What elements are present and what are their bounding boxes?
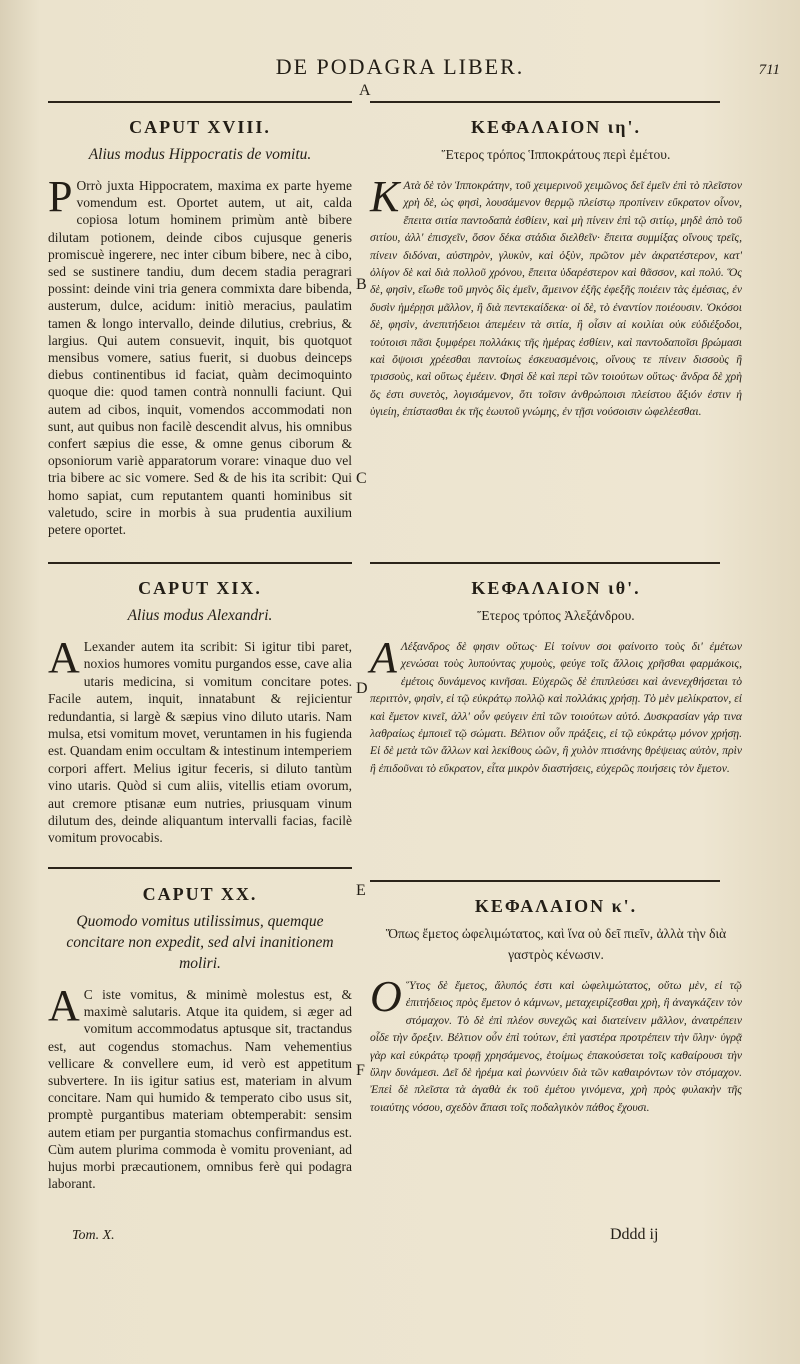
chapter-body: Λέξανδρος δὲ φησιν οὕτως· Εἰ τοίνυν σοι φαίνοιτο τοὺς δι' ἐμέτων χενώσαι τοὺς λυπούντας χυμοὺς, φεύγε τοῖς ἄλλοις χρῆσθαι φαρμάκοις, ἐμέτοις δυνάμενος κινῆσαι. Εὐχερῶς δὲ ἐπιπλεύσει καὶ ἀνενεχθήσεται τὸ περιττὸν, φησὶν, εἰ τῷ εὐκράτῳ πολλῷ καὶ πολλάκις χρήσῃ. Τὸ μὲν μελίκρατον, εἰ καὶ ἔμετον κινεῖ, ἀλλ' οὖν φεύγειν ἐπὶ τῶν τοιούτων αὐτό. Δυσκρασίαν γάρ τινα λαθραίως ἐμποιεῖ τῷ σώματι. Βέλτιον οὖν πράξεις, εἰ τῷ εὐκράτῳ μόνον χρήσῃ. Εἰ δὲ μετὰ τῶν ἄλλων καὶ λεκίθους ὠῶν, ἢ χυλὸν πτισάνης θρέψειας αὐτὸν, πρὶν ἢ ἐπιδοῦναι τὸ εὔκρατον, εἶτα μικρὸν διαστήσεις, εὐχερῶς ποιήσεις τὸν ἔμετον.: [370, 640, 742, 775]
margin-letter-b: B: [356, 276, 367, 293]
running-title: DE PODAGRA LIBER.: [275, 54, 525, 79]
rule-top-right: [370, 101, 720, 103]
volume-signature: Tom. X.: [72, 1228, 115, 1243]
chapter-text: [48, 633, 352, 847]
chapter-heading: ΚΕΦΑΛΑΙΟΝ ιθ'.: [471, 578, 641, 598]
margin-letter-c: C: [356, 470, 367, 487]
chapter-text: [48, 981, 352, 1192]
rule-left-2: [48, 562, 352, 564]
chapter-body: Ατὰ δὲ τὸν Ἱπποκράτην, τοῦ χειμερινοῦ χειμῶνος δεῖ ἐμεῖν ἐπὶ τὸ πλεῖστον χρὴ δὲ, ὡς φησὶ, λουσάμενον θερμῷ πλείστῳ προπίνειν εὔκρατον οἶνον, ἔπειτα σιτία παντοδαπὰ ἐσθίειν, καὶ μὴ πίνειν ἐπὶ τῷ σιτίῳ, μηδὲ ἀπὸ τοῦ σιτίου, ἀλλ' ἐπισχεῖν, ὅσον δέκα στάδια διελθεῖν· ἔπειτα συμμίξας οἴνους τρεῖς, πίνειν διδόναι, αὐστηρὸν, γλυκὺν, καὶ ὀξὺν, πρῶτον μὲν ἀκρατέστερον, κατ' ὀλίγον δὲ καὶ διὰ πολλοῦ χρόνου, ἔπειτα ὑδαρέστερον καὶ θᾶσσον, καὶ πολύ. Ὅς δὲ, φησὶν, εἴωθε τοῦ μηνὸς δὶς ἐμεῖν, ἄμεινον ἐξῆς ἐφεξῆς ποιέειν τὰς ἐμέσιας, ἐν δυσὶν ἡμέρῃσι μᾶλλον, ἢ διὰ πεντεκαίδεκα· οἱ δὲ, τὸ ἐναντίον ποιέουσιν. Ὁκόσοι δὲ, φησὶν, ἀνεπιτήδειοι ἀπεμέειν τὰ σιτία, ἢ οἷσιν αἱ κοιλίαι οὐκ εὐδιέξοδοι, τούτοισι πᾶσι ξυμφέρει πολλάκις τῆς ἡμέρας ἐσθίειν, καὶ παντοδαποῖσι βρώμασι καὶ ὄψοισι χρέεσθαι παντοίως ἐσκευασμένοις, οἴνους τε πίνειν δισσοὺς ἢ τρισσοὺς, καὶ οὕτως ἐμέειν. Φησὶ δὲ καὶ περὶ τῶν τοιούτων οὕτως· ἄνδρα δὲ χρὴ ὅς ἐστι συνετὸς, λογισάμενον, ὅτι τοῖσιν ἀνθρώποισι πλείστου ἄξιόν ἐστιν ἡ ὑγιείη, ἐπίστασθαι ἐκ τῆς ἑωυτοῦ γνώμης, ἐν τῇσι νούσοισιν ὠφελέεσθαι.: [370, 179, 742, 419]
chapter-text: [370, 633, 742, 777]
chapter-subtitle: Ἕτερος τρόπος Ἀλεξάνδρου.: [477, 608, 635, 623]
chapter-subtitle: Ὅπως ἔμετος ὠφελιμώτατος, καὶ ἵνα οὐ δεῖ πιεῖν, ἀλλὰ τὴν διὰ γαστρὸς κένωσιν.: [385, 926, 727, 962]
chapter-heading: ΚΕΦΑΛΑΙΟΝ ιη'.: [470, 117, 642, 137]
margin-letter-f: F: [356, 1062, 365, 1079]
drop-cap: Ο: [370, 972, 402, 1021]
chapter-subtitle: Ἕτερος τρόπος Ἱπποκράτους περὶ ἐμέτου.: [441, 147, 671, 162]
greek-chapter-19: [370, 578, 742, 777]
greek-chapter-20: [370, 896, 742, 1116]
latin-chapter-20: [48, 884, 352, 1192]
chapter-body: C iste vomitus, & minimè molestus est, & maximè salutaris. Atque ita quidem, si æger ad vomitum accommodatus aptusque sit, tractandus est, aut cogendus stomachus. Nam vehementius vellicare & convellere eum, id verò est appetitum subvertere. In iis igitur satius est, materiam in alvum concitare. Nam qui humido & temperato cibo usus sit, promptè purgantibus materiam obtemperabit: sensim autem etiam per purgantia stomachus confirmandus est. Cùm autem plurima commoda è vomitu proveniant, ad hujus morbi præcautionem, omnibus ferè qui podagra laborant.: [48, 987, 352, 1192]
drop-cap: Α: [370, 633, 397, 682]
chapter-subtitle: Quomodo vomitus utilissimus, quemque concitare non expedit, sed alvi inanitionem moliri.: [66, 913, 334, 972]
page-number: 711: [758, 62, 780, 78]
chapter-heading: CAPUT XX.: [142, 884, 258, 904]
drop-cap: Κ: [370, 172, 400, 221]
greek-chapter-18: [370, 117, 742, 421]
rule-left-3: [48, 867, 352, 869]
drop-cap: P: [48, 172, 73, 221]
chapter-text: [370, 972, 742, 1116]
chapter-subtitle: Alius modus Hippocratis de vomitu.: [88, 146, 312, 163]
chapter-subtitle: Alius modus Alexandri.: [127, 607, 273, 624]
chapter-heading: ΚΕΦΑΛΑΙΟΝ κ'.: [474, 896, 638, 916]
drop-cap: A: [48, 981, 80, 1030]
latin-chapter-19: [48, 578, 352, 847]
drop-cap: A: [48, 633, 80, 682]
chapter-heading: CAPUT XIX.: [138, 578, 262, 598]
rule-top-left: [48, 101, 352, 103]
rule-right-3: [370, 880, 720, 882]
margin-letter-d: D: [356, 680, 368, 697]
latin-chapter-18: [48, 117, 352, 538]
chapter-body: Lexander autem ita scribit: Si igitur tibi paret, noxios humores vomitu purgandos esse, cave alia utaris medicina, si vomitum concitare potes. Facile autem, inquit, innatabunt & rejicientur redundantia, si largè & sæpius vino diluto utaris. Nam mulsa, etsi vomitum movet, veruntamen in his fugienda est. Quandam enim occultam & intestinum intemperiem corpori affert. Melius igitur feceris, si diluto tantùm vino utaris. Quòd si cum aliis, vitellis etiam ovorum, aut cremore ptisanæ eum nutries, priusquam vinum dilutum des, deinde aliquantum intervalli facias, facilè vomitum provocabis.: [48, 639, 352, 846]
margin-letter-a: A: [359, 82, 371, 99]
chapter-text: [370, 172, 742, 421]
chapter-heading: CAPUT XVIII.: [129, 117, 271, 137]
gathering-signature: Dddd ij: [610, 1226, 659, 1243]
rule-right-2: [370, 562, 720, 564]
chapter-body: Ὕτος δὲ ἔμετος, ἄλυπός ἐστι καὶ ὠφελιμώτατος, οὕτω μὲν, εἰ τῷ ἐπιτήδειος πρὸς ἔμετον ὁ κάμνων, μεταχειρίζεσθαι χρὴ, ἢ ἀναγκάζειν τὸν στόμαχον. Τὸ δὲ ἐπὶ πλέον συνεχῶς καὶ διατείνειν μᾶλλον, ἀνατρέπειν οἶδε τὴν ὄρεξιν. Βέλτιον οὖν ἐπὶ τούτων, ἐπὶ γαστέρα προτρέπειν τὴν ὕλην· ὑγρᾷ γὰρ καὶ εὐκράτῳ τροφῇ χρησάμενος, ἑτοίμως ἐπακούσεται τοῖς καθαίρουσι τὴν ὕλην δυνάμεσι. Δεῖ δὲ ἠρέμα καὶ ῥωννύειν διὰ τῶν καθαιρόντων τὸν στόμαχον. Ἐπεὶ δὲ πλεῖστα τὰ ἀγαθὰ ἐκ τοῦ ἐμέτου γινόμενα, χρὴ πρὸς φυλακὴν τῆς τοιαύτης νόσου, σχεδὸν ἅπασι τοῖς ποδαλγικὸν πάθος ἔχουσι.: [370, 979, 742, 1114]
chapter-text: [48, 172, 352, 538]
margin-letter-e: E: [356, 882, 366, 899]
chapter-body: Orrò juxta Hippocratem, maxima ex parte hyeme vomendum est. Oportet autem, ut ait, calda copiosa lotum hominem primùm antè bibere dilutam potionem, deinde cibos cujusque generis promiscuè ingerere, nec inter cibum bibere, nec à cibo, sed se sustinere tandiu, dum decem stadia peragrari possint: deinde vini tria genera commixta dare bibenda, austerum, dulce, acidum: initiò meracius, paulatim tamen & longo intervallo, deinde dilutius, crebrius, & largius. Qui autem consuevit, inquit, bis quotquot mensibus vomere, satius fuerit, si duobus deinceps diebus continentibus id faciat, quàm decimoquinto quoque die: quod tamen contrà nonnulli faciunt. Qui autem ad cibos, inquit, vomendos accommodati non sunt, aut quibus non facilè descendit alvus, his omnibus confert sæpius die esse, & omne genus ciborum & opsoniorum variè apparatorum vorare: vinaque duo vel tria bibere ac sic vomere. Sed & de his ita scribit: Qui homo sapiat, cum reputantem quanti hominibus sit valetudo, scire in morbis à sua prudentia auxilium petere oportet.: [48, 178, 352, 538]
